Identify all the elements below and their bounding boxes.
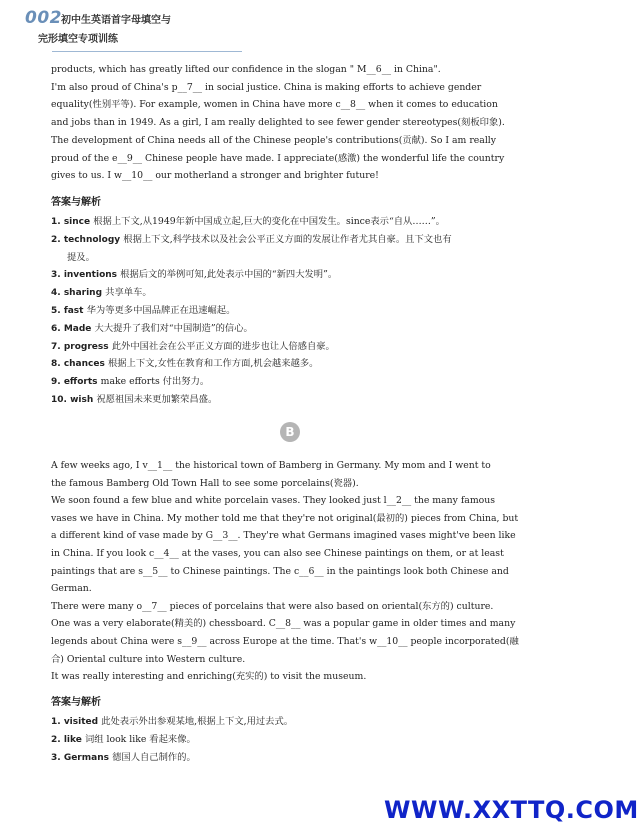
answer-word: 10. wish <box>51 395 97 405</box>
answer-note: 提及。 <box>67 251 95 263</box>
answer-item <box>51 338 335 357</box>
answer-word: 7. progress <box>51 341 112 352</box>
answer-word: 4. sharing <box>51 288 106 299</box>
section-b-badge: B <box>280 422 300 442</box>
book-subtitle: 完形填空专项训练 <box>38 34 118 45</box>
answer-word: 2. technology <box>51 234 124 245</box>
answer-note: 根据上下文,女性在教育和工作方面,机会越来越多。 <box>107 358 319 370</box>
answer-note: make efforts 付出努力。 <box>100 376 210 388</box>
passage-line: A few weeks ago, I v__1__ the historical town of Bamberg in Germany. My mom and I went to <box>51 460 491 471</box>
page-number: 002 <box>25 8 62 28</box>
passage-line: I'm also proud of China's p__7__ in social justice. China is making efforts to achieve gender <box>51 81 482 93</box>
answer-note: 根据上下文,从1949年新中国成立起,巨大的变化在中国发生。since表示“自从……”。 <box>93 216 445 227</box>
answer-heading: 答案与解析 <box>51 197 101 208</box>
answer-word: 1. visited <box>51 717 102 727</box>
answer-note: 大大提升了我们对“中国制造”的信心。 <box>94 322 253 334</box>
answer-note: 此处表示外出参观某地,根据上下文,用过去式。 <box>101 716 294 727</box>
passage-line: equality(性别平等). For example, women in China have more c__8__ when it comes to education <box>51 99 498 111</box>
answer-item <box>51 320 253 339</box>
passage-line: legends about China were s__9__ across Europe at the time. That's w__10__ people incorporated(融 <box>51 636 519 647</box>
answer-word: 5. fast <box>51 306 87 316</box>
answer-item <box>51 731 196 750</box>
answer-word: 3. Germans <box>51 753 113 763</box>
passage-line: gives to us. I w__10__ our motherland a stronger and brighter future! <box>51 170 379 182</box>
answer-item <box>67 249 95 267</box>
answer-note: 德国人自己制作的。 <box>112 752 196 763</box>
answer-item <box>51 231 452 250</box>
answer-note: 根据后文的举例可知,此处表示中国的“新四大发明”。 <box>120 269 338 281</box>
answer-note: 共享单车。 <box>105 287 152 299</box>
passage-line: The development of China needs all of the Chinese people's contributions(贡献). So I am really <box>51 134 497 146</box>
answer-note: 此外中国社会在公平正义方面的进步也让人倍感自豪。 <box>111 340 335 352</box>
passage-line: products, which has greatly lifted our confidence in the slogan " M__6__ in China". <box>51 64 441 75</box>
answer-note: 祝愿祖国未来更加繁荣昌盛。 <box>96 394 218 405</box>
passage-line: We soon found a few blue and white porcelain vases. They looked just l__2__ the many famous <box>51 495 496 507</box>
answer-item <box>51 713 293 732</box>
answer-item <box>51 391 217 410</box>
answer-item <box>51 749 196 768</box>
answer-item <box>51 373 209 392</box>
passage-line: paintings that are s__5__ to Chinese paintings. The c__6__ in the paintings look both Chinese and <box>51 565 509 577</box>
passage-line: vases we have in China. My mother told me that they're not original(最初的) pieces from China, but <box>51 512 519 524</box>
header-divider <box>52 51 242 52</box>
passage-line: a different kind of vase made by G__3__. They're what Germans imagined vases might've been like <box>51 530 516 542</box>
answer-note: 词组 look like 看起来像。 <box>84 734 196 745</box>
passage-line: 合) Oriental culture into Western culture. <box>51 653 246 665</box>
answer-word: 1. since <box>51 217 94 227</box>
page-header <box>25 8 225 50</box>
answer-item <box>51 266 337 285</box>
passage-line: in China. If you look c__4__ at the vases, you can also see Chinese paintings on them, or at least <box>51 548 504 559</box>
passage-line: It was really interesting and enriching(充实的) to visit the museum. <box>51 671 367 683</box>
answer-word: 9. efforts <box>51 377 101 388</box>
answer-item <box>51 302 235 321</box>
answer-word: 2. like <box>51 735 85 745</box>
answer-note: 华为等更多中国品牌正在迅速崛起。 <box>86 305 236 316</box>
passage-line: One was a very elaborate(精美的) chessboard. C__8__ was a popular game in older times and many <box>51 618 516 630</box>
passage-line: and jobs than in 1949. As a girl, I am really delighted to see fewer gender stereotypes(刻板印象). <box>51 117 505 129</box>
answer-heading: 答案与解析 <box>51 697 101 708</box>
series-title: 初中生英语首字母填空与 <box>61 15 171 26</box>
passage-line: the famous Bamberg Old Town Hall to see some porcelains(瓷器). <box>51 477 359 489</box>
answer-word: 6. Made <box>51 323 95 334</box>
watermark: WWW.XXTTQ.COM <box>384 796 639 824</box>
answer-word: 8. chances <box>51 359 108 370</box>
answer-item <box>51 213 445 232</box>
answer-item <box>51 355 318 374</box>
answer-word: 3. inventions <box>51 270 121 281</box>
answer-item <box>51 284 152 303</box>
passage-line: There were many o__7__ pieces of porcelains that were also based on oriental(东方的) culture. <box>51 600 494 612</box>
answer-note: 根据上下文,科学技术以及社会公平正义方面的发展让作者尤其自豪。且下文也有 <box>123 233 452 245</box>
passage-line: German. <box>51 583 92 595</box>
passage-line: proud of the e__9__ Chinese people have made. I appreciate(感激) the wonderful life the country <box>51 152 505 164</box>
